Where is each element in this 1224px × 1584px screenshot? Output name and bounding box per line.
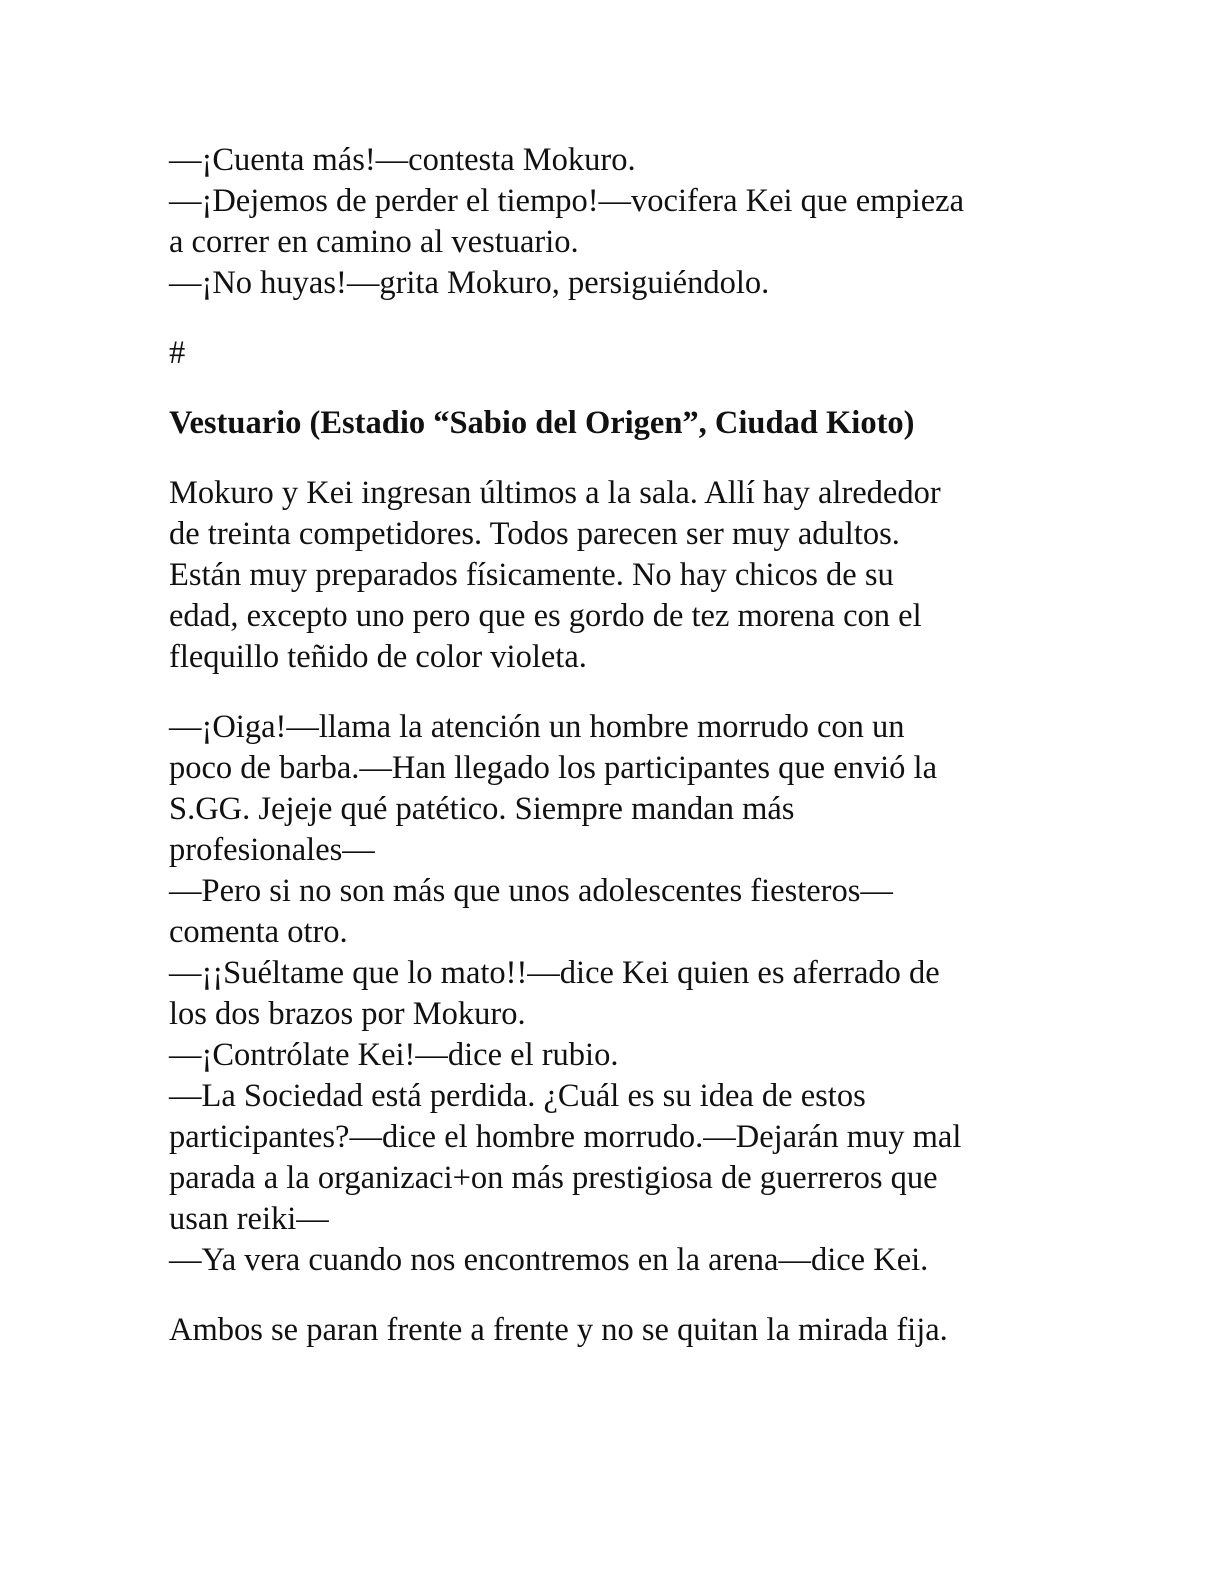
dialog-line: —Pero si no son más que unos adolescentes fiesteros— bbox=[169, 873, 893, 909]
document-page bbox=[169, 140, 1049, 1351]
closing-paragraph: Ambos se paran frente a frente y no se quitan la mirada fija. bbox=[169, 1312, 948, 1348]
dialog-line: S.GG. Jejeje qué patético. Siempre mandan más bbox=[169, 791, 795, 827]
dialog-line: —¡Dejemos de perder el tiempo!—vocifera Kei que empieza bbox=[169, 183, 964, 219]
paragraph-line: Están muy preparados físicamente. No hay chicos de su bbox=[169, 557, 894, 593]
dialog-block-main bbox=[169, 707, 1049, 1281]
dialog-line: participantes?—dice el hombre morrudo.—Dejarán muy mal bbox=[169, 1119, 962, 1155]
dialog-line: —¡Contrólate Kei!—dice el rubio. bbox=[169, 1037, 619, 1073]
paragraph-line: Mokuro y Kei ingresan últimos a la sala. Allí hay alrededor bbox=[169, 475, 941, 511]
dialog-line: —¡No huyas!—grita Mokuro, persiguiéndolo. bbox=[169, 265, 770, 301]
dialog-line: los dos brazos por Mokuro. bbox=[169, 996, 526, 1032]
paragraph-line: edad, excepto uno pero que es gordo de tez morena con el bbox=[169, 598, 922, 634]
narrative-paragraph bbox=[169, 473, 1049, 678]
dialog-line: —La Sociedad está perdida. ¿Cuál es su idea de estos bbox=[169, 1078, 866, 1114]
scene-break: # bbox=[169, 335, 186, 371]
dialog-line: usan reiki— bbox=[169, 1201, 329, 1237]
dialog-line: —¡¡Suéltame que lo mato!!—dice Kei quien es aferrado de bbox=[169, 955, 940, 991]
dialog-line: —Ya vera cuando nos encontremos en la arena—dice Kei. bbox=[169, 1242, 929, 1278]
dialog-block-top bbox=[169, 140, 1049, 304]
dialog-line: profesionales— bbox=[169, 832, 375, 868]
dialog-line: —¡Cuenta más!—contesta Mokuro. bbox=[169, 142, 636, 178]
dialog-line: a correr en camino al vestuario. bbox=[169, 224, 579, 260]
dialog-line: comenta otro. bbox=[169, 914, 348, 950]
dialog-line: poco de barba.—Han llegado los participantes que envió la bbox=[169, 750, 938, 786]
paragraph-line: flequillo teñido de color violeta. bbox=[169, 639, 587, 675]
scene-heading: Vestuario (Estadio “Sabio del Origen”, Ciudad Kioto) bbox=[169, 405, 915, 441]
paragraph-line: de treinta competidores. Todos parecen ser muy adultos. bbox=[169, 516, 900, 552]
dialog-line: —¡Oiga!—llama la atención un hombre morrudo con un bbox=[169, 709, 905, 745]
dialog-line: parada a la organizaci+on más prestigiosa de guerreros que bbox=[169, 1160, 938, 1196]
